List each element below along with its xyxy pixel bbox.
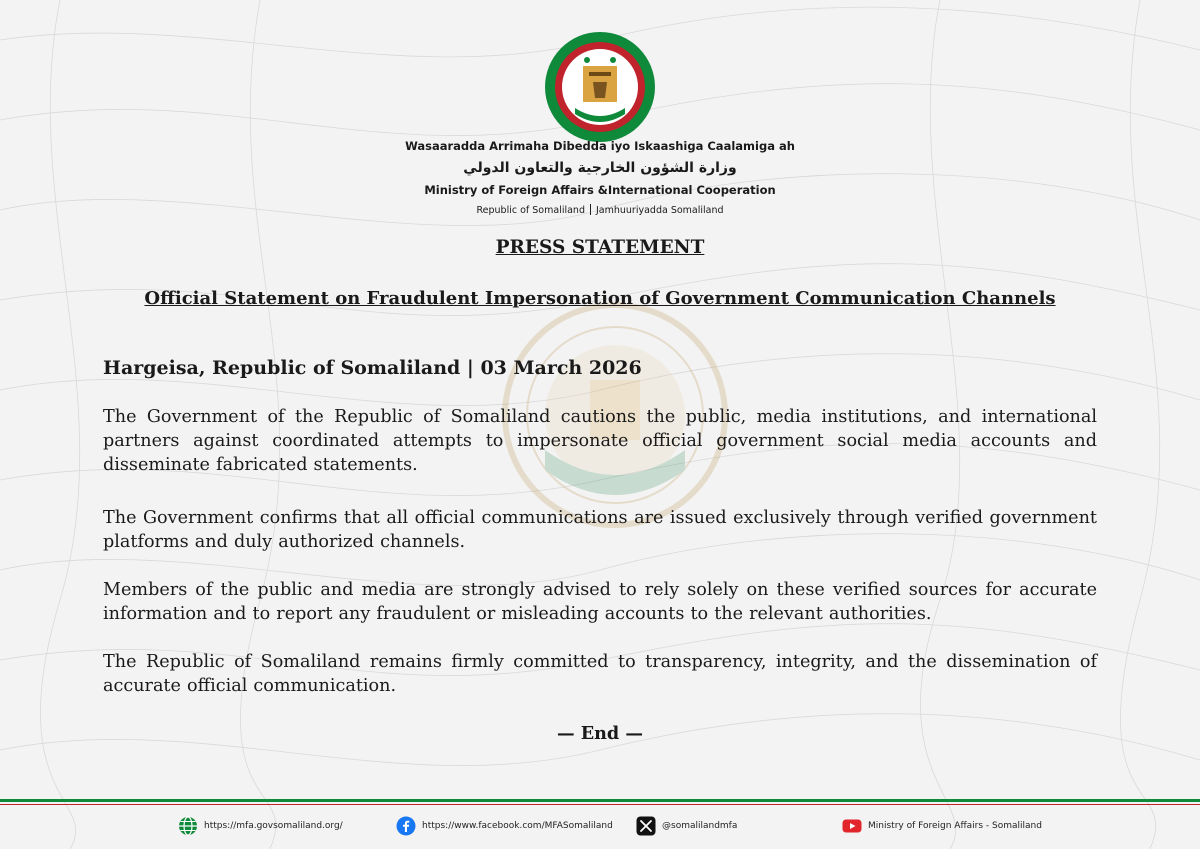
x-icon (636, 816, 656, 836)
end-mark: — End — (557, 723, 643, 744)
dateline: Hargeisa, Republic of Somaliland | 03 March 2026 (103, 357, 642, 379)
body-paragraph-2: The Government confirms that all official communications are issued exclusively through verified government platforms and duly authorized channels. (103, 508, 1097, 552)
body-paragraph-3: Members of the public and media are strongly advised to rely solely on these verified sources for accurate information and to report any fraudulent or misleading accounts to the relevant authorities. (103, 580, 1097, 624)
ministry-name-arabic: وزارة الشؤون الخارجية والتعاون الدولي (463, 160, 737, 176)
footer-facebook-text: https://www.facebook.com/MFASomaliland (422, 821, 613, 831)
press-statement-heading: PRESS STATEMENT (495, 237, 705, 258)
footer-website-text: https://mfa.govsomaliland.org/ (204, 821, 343, 831)
statement-title: Official Statement on Fraudulent Impersonation of Government Communication Channels (144, 288, 1056, 309)
ministry-name-somali: Wasaaradda Arrimaha Dibedda iyo Iskaashiga Caalamiga ah (405, 139, 795, 153)
footer-youtube-link[interactable] (842, 816, 1042, 836)
footer-youtube-text: Ministry of Foreign Affairs - Somaliland (868, 821, 1042, 831)
facebook-icon (396, 816, 416, 836)
ministry-seal (543, 30, 657, 144)
globe-icon (178, 816, 198, 836)
youtube-icon (842, 816, 862, 836)
footer-x-link[interactable] (636, 816, 737, 836)
republic-name-somali: Jamhuuriyadda Somaliland (595, 205, 724, 216)
footer-rule-red (0, 804, 1200, 805)
ministry-name-english: Ministry of Foreign Affairs &International Cooperation (424, 183, 776, 197)
republic-name-english: Republic of Somaliland (476, 205, 585, 216)
footer-website-link[interactable] (178, 816, 343, 836)
body-paragraph-1: The Government of the Republic of Somaliland cautions the public, media institutions, and international partners against coordinated attempts to impersonate official government social media accounts and disseminate fabricated statements. (103, 407, 1097, 475)
republic-subtitle (0, 204, 1200, 216)
body-paragraph-4: The Republic of Somaliland remains firmly committed to transparency, integrity, and the dissemination of accurate official communication. (103, 652, 1097, 696)
footer-x-text: @somalilandmfa (662, 821, 738, 831)
footer-rule-green (0, 799, 1200, 802)
footer-facebook-link[interactable] (396, 816, 613, 836)
subtitle-divider (590, 204, 591, 215)
